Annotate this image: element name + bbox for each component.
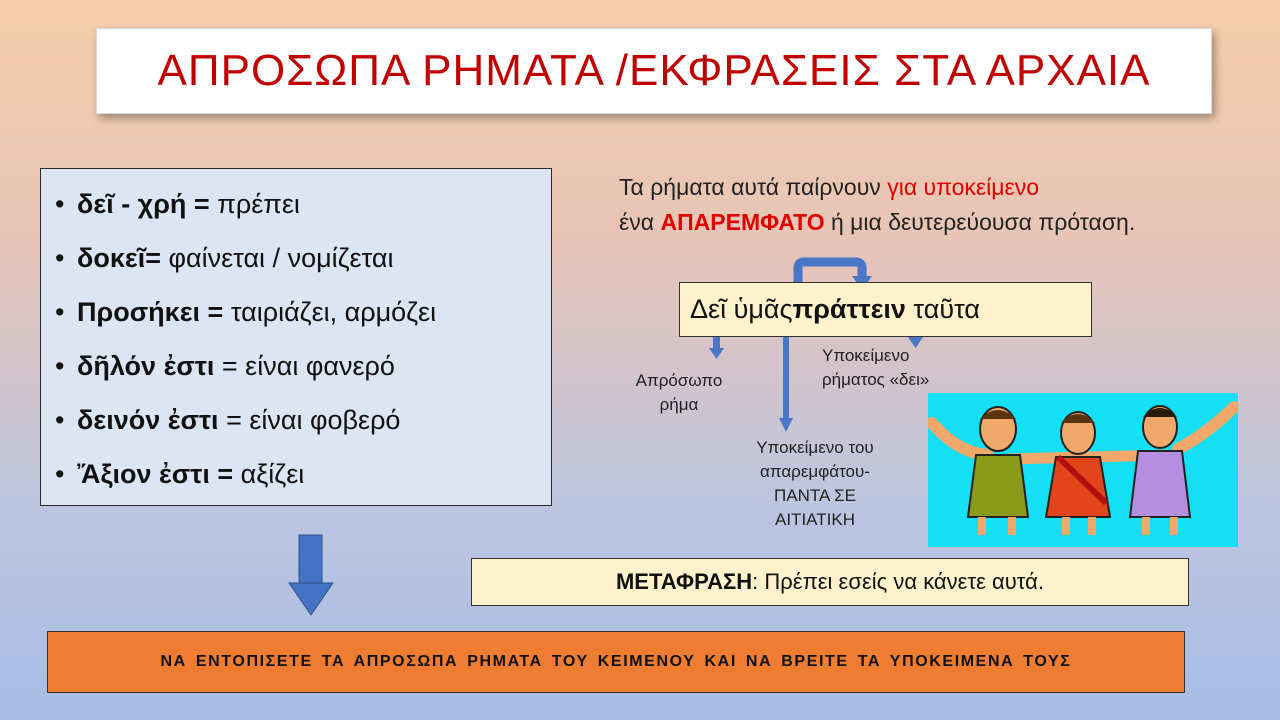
verb-meaning: φαίνεται / νομίζεται <box>161 243 394 273</box>
bullet-icon: • <box>55 243 65 273</box>
three-figures-illustration <box>928 393 1238 547</box>
example-infinitive: πράττειν <box>792 294 906 324</box>
verb-term: Προσήκει = <box>77 297 224 327</box>
explanation-highlight-bold: ΑΠΑΡΕΜΦΑΤΟ <box>660 209 825 235</box>
verb-term: δεῖ - χρή = <box>77 189 210 219</box>
note-impersonal-verb <box>614 369 744 417</box>
explanation-highlight: για υποκείμενο <box>887 174 1040 200</box>
bullet-icon: • <box>55 189 65 219</box>
task-instruction-bar <box>47 631 1185 693</box>
bullet-icon: • <box>55 297 65 327</box>
verb-term: δῆλόν ἐστι <box>77 351 215 381</box>
bullet-icon: • <box>55 351 65 381</box>
verb-term: δεινόν ἐστι <box>77 405 219 435</box>
explanation-part: ένα <box>619 209 661 235</box>
note-verb-subject <box>822 344 929 392</box>
note-infinitive-subject <box>725 436 905 532</box>
note-line: Υποκείμενο <box>822 346 910 365</box>
note-line: ρήματος «δει» <box>822 370 930 389</box>
translation-text: : Πρέπει εσείς να κάνετε αυτά. <box>752 569 1045 594</box>
example-sentence-box <box>679 282 1092 337</box>
note-line: ΠΑΝΤΑ ΣΕ <box>774 486 856 505</box>
note-line: ΑΙΤΙΑΤΙΚΗ <box>775 510 855 529</box>
translation-label: ΜΕΤΑΦΡΑΣΗ <box>615 569 753 594</box>
down-arrow-icon <box>289 535 333 615</box>
translation-box <box>471 558 1189 606</box>
bullet-icon: • <box>55 405 65 435</box>
verb-meaning: = είναι φανερό <box>214 351 395 381</box>
note-line: Απρόσωπο <box>635 371 723 390</box>
note-line: Υποκείμενο του <box>756 438 874 457</box>
verb-term: δοκεῖ= <box>77 243 162 273</box>
explanation-part: ή μια δευτερεύουσα πρόταση. <box>824 209 1136 235</box>
note-line: απαρεμφάτου- <box>760 462 870 481</box>
example-before: Δεῖ ὑμᾶς <box>690 294 793 324</box>
verb-meaning: = είναι φοβερό <box>218 405 401 435</box>
verb-meaning: αξίζει <box>233 459 305 489</box>
task-instruction-text: ΝΑ ΕΝΤΟΠΙΣΕΤΕ ΤΑ ΑΠΡΟΣΩΠΑ ΡΗΜΑΤΑ ΤΟΥ ΚΕΙΜΕΝΟΥ ΚΑΙ ΝΑ ΒΡΕΙΤΕ ΤΑ ΥΠΟΚΕΙΜΕΝΑ ΤΟΥΣ <box>160 653 1072 670</box>
note-line: ρήμα <box>659 395 699 414</box>
down-arrow-icon <box>779 326 793 432</box>
page-title: ΑΠΡΟΣΩΠΑ ΡΗΜΑΤΑ /ΕΚΦΡΑΣΕΙΣ ΣΤΑ ΑΡΧΑΙΑ <box>157 46 1151 95</box>
verb-term: Ἄξιον ἐστι = <box>77 459 234 489</box>
example-after: ταῦτα <box>905 294 980 324</box>
verb-meaning: ταιριάζει, αρμόζει <box>223 297 437 327</box>
verb-meaning: πρέπει <box>209 189 300 219</box>
bullet-icon: • <box>55 459 65 489</box>
down-arrow-icon <box>709 337 724 359</box>
explanation-part: Τα ρήματα αυτά παίρνουν <box>619 174 888 200</box>
